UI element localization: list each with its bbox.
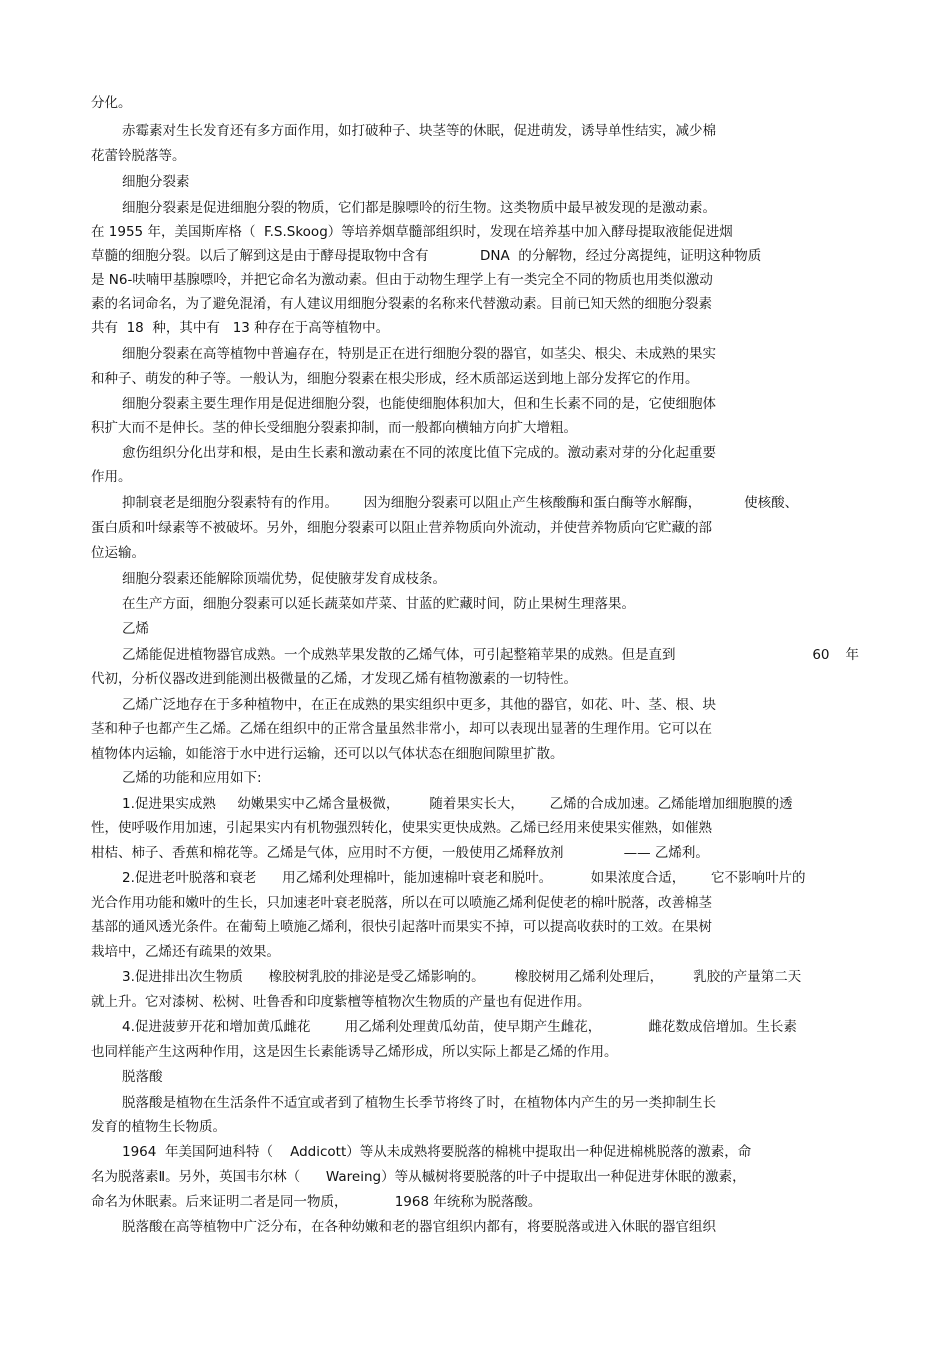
text-line: 位运输。 <box>91 545 145 561</box>
text-line: 柑桔、柿子、香蕉和棉花等。乙烯是气体，应用时不方便，一般使用乙烯释放剂 —— 乙烯利。 <box>91 845 709 861</box>
text-line: 分化。 <box>91 95 132 111</box>
paragraph-line: 细胞分裂素还能解除顶端优势，促使腋芽发育成枝条。 <box>122 571 446 587</box>
text-line: 茎和种子也都产生乙烯。乙烯在组织中的正常含量虽然非常小，却可以表现出显著的生理作用。它可以在 <box>91 721 712 737</box>
paragraph-line: 细胞分裂素在高等植物中普遍存在，特别是正在进行细胞分裂的器官，如茎尖、根尖、未成熟的果实 <box>122 346 716 362</box>
paragraph-line: 1964 年美国阿迪科特（ Addicott）等从未成熟将要脱落的棉桃中提取出一种促进棉桃脱落的激素，命 <box>122 1144 752 1160</box>
text-line: 光合作用功能和嫩叶的生长，只加速老叶衰老脱落，所以在可以喷施乙烯利促使老的棉叶脱落，改善棉茎 <box>91 895 712 911</box>
section-heading: 乙烯 <box>122 621 149 637</box>
paragraph-line: 抑制衰老是细胞分裂素特有的作用。 因为细胞分裂素可以阻止产生核酸酶和蛋白酶等水解酶， 使核酸、 <box>122 495 799 511</box>
paragraph-line: 脱落酸在高等植物中广泛分布，在各种幼嫩和老的器官组织内都有，将要脱落或进入休眠的器官组织 <box>122 1219 716 1235</box>
text-span: 60 <box>812 647 830 663</box>
paragraph-line: 4.促进菠萝开花和增加黄瓜雌花 用乙烯利处理黄瓜幼苗，使早期产生雌花， 雌花数成倍增加。生长素 <box>122 1019 797 1035</box>
text-line: 也同样能产生这两种作用，这是因生长素能诱导乙烯形成，所以实际上都是乙烯的作用。 <box>91 1044 618 1060</box>
text-line: 代初，分析仪器改进到能测出极微量的乙烯，才发现乙烯有植物激素的一切特性。 <box>91 671 577 687</box>
text-line: 素的名词命名，为了避免混淆，有人建议用细胞分裂素的名称来代替激动素。目前已知天然的细胞分裂素 <box>91 296 712 312</box>
text-span-group <box>812 645 859 665</box>
paragraph-line: 细胞分裂素主要生理作用是促进细胞分裂，也能使细胞体积加大，但和生长素不同的是，它使细胞体 <box>122 396 716 412</box>
text-line: 草髓的细胞分裂。以后了解到这是由于酵母提取物中含有 DNA 的分解物，经过分离提纯，证明这种物质 <box>91 248 762 264</box>
text-line: 就上升。它对漆树、松树、吐鲁香和印度紫檀等植物次生物质的产量也有促进作用。 <box>91 994 591 1010</box>
text-line: 名为脱落素Ⅱ。另外，英国韦尔林（ Wareing）等从槭树将要脱落的叶子中提取出一种促进芽休眠的激素， <box>91 1169 746 1185</box>
text-span: 年 <box>845 647 859 663</box>
text-line: 命名为休眠素。后来证明二者是同一物质， 1968 年统称为脱落酸。 <box>91 1194 542 1210</box>
paragraph-line: 乙烯广泛地存在于多种植物中，在正在成熟的果实组织中更多，其他的器官，如花、叶、茎、根、块 <box>122 697 716 713</box>
text-line: 发育的植物生长物质。 <box>91 1119 226 1135</box>
paragraph-line: 赤霉素对生长发育还有多方面作用，如打破种子、块茎等的休眠，促进萌发，诱导单性结实，减少棉 <box>122 123 716 139</box>
section-heading: 细胞分裂素 <box>122 174 190 190</box>
paragraph-line <box>122 645 859 665</box>
text-line: 和种子、萌发的种子等。一般认为，细胞分裂素在根尖形成，经木质部运送到地上部分发挥它的作用。 <box>91 371 699 387</box>
text-line: 共有 18 种，其中有 13 种存在于高等植物中。 <box>91 320 390 336</box>
text-line: 蛋白质和叶绿素等不被破坏。另外，细胞分裂素可以阻止营养物质向外流动，并使营养物质向它贮藏的部 <box>91 520 712 536</box>
paragraph-line: 1.促进果实成熟 幼嫩果实中乙烯含量极微， 随着果实长大， 乙烯的合成加速。乙烯能增加细胞膜的透 <box>122 796 793 812</box>
text-line: 在 1955 年，美国斯库格（ F.S.Skoog）等培养烟草髓部组织时，发现在培养基中加入酵母提取液能促进烟 <box>91 224 733 240</box>
paragraph-line: 在生产方面，细胞分裂素可以延长蔬菜如芹菜、甘蓝的贮藏时间，防止果树生理落果。 <box>122 596 635 612</box>
text-line: 基部的通风透光条件。在葡萄上喷施乙烯利，很快引起落叶而果实不掉，可以提高收获时的工效。在果树 <box>91 919 712 935</box>
text-line: 是 N6-呋喃甲基腺嘌呤，并把它命名为激动素。但由于动物生理学上有一类完全不同的物质也用类似激动 <box>91 272 713 288</box>
text-line: 栽培中，乙烯还有疏果的效果。 <box>91 944 280 960</box>
section-heading: 脱落酸 <box>122 1069 163 1085</box>
paragraph-line: 愈伤组织分化出芽和根，是由生长素和激动素在不同的浓度比值下完成的。激动素对芽的分化起重要 <box>122 445 716 461</box>
text-line: 花蕾铃脱落等。 <box>91 148 186 164</box>
text-line: 性，使呼吸作用加速，引起果实内有机物强烈转化，使果实更快成熟。乙烯已经用来使果实催熟，如催熟 <box>91 820 712 836</box>
paragraph-line: 乙烯的功能和应用如下: <box>122 770 262 786</box>
paragraph-line: 脱落酸是植物在生活条件不适宜或者到了植物生长季节将终了时，在植物体内产生的另一类抑制生长 <box>122 1095 716 1111</box>
paragraph-line: 3.促进排出次生物质 橡胶树乳胶的排泌是受乙烯影响的。 橡胶树用乙烯利处理后， 乳胶的产量第二天 <box>122 969 802 985</box>
text-line: 植物体内运输，如能溶于水中进行运输，还可以以气体状态在细胞间隙里扩散。 <box>91 746 564 762</box>
paragraph-line: 细胞分裂素是促进细胞分裂的物质，它们都是腺嘌呤的衍生物。这类物质中最早被发现的是激动素。 <box>122 200 716 216</box>
text-line: 积扩大而不是伸长。茎的伸长受细胞分裂素抑制，而一般都向横轴方向扩大增粗。 <box>91 420 577 436</box>
text-line: 作用。 <box>91 469 132 485</box>
paragraph-line: 2.促进老叶脱落和衰老 用乙烯利处理棉叶，能加速棉叶衰老和脱叶。 如果浓度合适， 它不影响叶片的 <box>122 870 806 886</box>
text-span: 乙烯能促进植物器官成熟。一个成熟苹果发散的乙烯气体，可引起整箱苹果的成熟。但是直到 <box>122 647 676 663</box>
